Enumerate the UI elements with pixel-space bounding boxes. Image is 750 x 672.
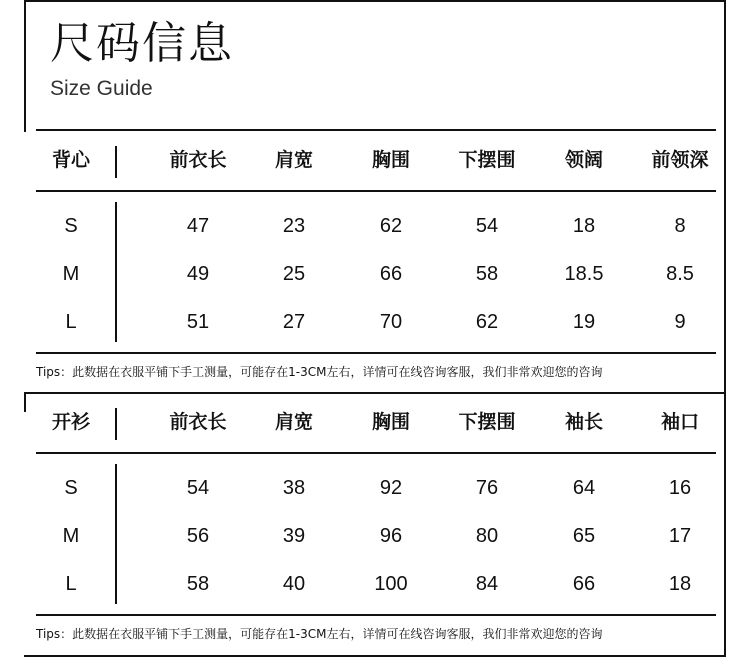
table-cell: 76 (475, 477, 499, 499)
table-cell: 92 (379, 477, 403, 499)
table-cell: 40 (282, 573, 306, 595)
size-label: M (62, 263, 80, 285)
table2-header-cell: 前衣长 (169, 411, 227, 433)
table1-header-divider (115, 146, 117, 178)
table-cell: 49 (186, 263, 210, 285)
table-cell: 66 (572, 573, 596, 595)
table2-header-divider (115, 408, 117, 440)
size-label: S (64, 215, 78, 237)
table-cell: 84 (475, 573, 499, 595)
table-cell: 62 (475, 311, 499, 333)
table1-header-cell: 领阔 (564, 149, 603, 171)
table-cell: 23 (282, 215, 306, 237)
table-cell: 70 (379, 311, 403, 333)
frame-divider (24, 392, 724, 394)
table2-bottom-rule (36, 614, 716, 616)
table-cell: 100 (374, 573, 408, 595)
table-cell: 47 (186, 215, 210, 237)
table-cell: 17 (668, 525, 692, 547)
table1-top-rule (36, 129, 716, 131)
frame-left-top (24, 0, 26, 132)
size-label: M (62, 525, 80, 547)
title-block (50, 18, 234, 102)
table-cell: 96 (379, 525, 403, 547)
table-cell: 56 (186, 525, 210, 547)
table-cell: 54 (186, 477, 210, 499)
table1-header-cell: 胸围 (371, 149, 410, 171)
table-cell: 38 (282, 477, 306, 499)
table-cell: 62 (379, 215, 403, 237)
table-cell: 51 (186, 311, 210, 333)
table1-header-cell: 下摆围 (458, 149, 516, 171)
table-cell: 16 (668, 477, 692, 499)
table2-body-divider (115, 464, 117, 604)
table-cell: 18.5 (564, 263, 604, 285)
size-label: L (65, 311, 77, 333)
frame-left-bottom (24, 392, 26, 412)
table1-body-divider (115, 202, 117, 342)
table1-header-rule (36, 190, 716, 192)
table2-header-cell: 胸围 (371, 411, 410, 433)
table-cell: 8 (674, 215, 686, 237)
table-cell: 27 (282, 311, 306, 333)
page-subtitle: Size Guide (50, 77, 153, 100)
table-cell: 39 (282, 525, 306, 547)
table2-header-cell: 肩宽 (274, 411, 313, 433)
table1-tips: Tips：此数据在衣服平铺下手工测量，可能存在1-3CM左右，详情可在线咨询客服，我们非常欢迎您的咨询 (36, 365, 603, 379)
table-cell: 18 (572, 215, 596, 237)
table-cell: 9 (674, 311, 686, 333)
frame-right (724, 0, 726, 656)
table2-header-rule (36, 452, 716, 454)
table-cell: 25 (282, 263, 306, 285)
table-cell: 65 (572, 525, 596, 547)
table-cell: 58 (475, 263, 499, 285)
table-cell: 19 (572, 311, 596, 333)
table-cell: 58 (186, 573, 210, 595)
table-cell: 8.5 (666, 263, 694, 285)
table2-header-cell: 下摆围 (458, 411, 516, 433)
table1-header-cell: 前衣长 (169, 149, 227, 171)
table2-header-cell: 袖长 (564, 411, 603, 433)
page-title: 尺码信息 (50, 18, 234, 69)
table2-tips: Tips：此数据在衣服平铺下手工测量，可能存在1-3CM左右，详情可在线咨询客服，我们非常欢迎您的咨询 (36, 627, 603, 641)
frame-top (24, 0, 724, 2)
table-cell: 54 (475, 215, 499, 237)
table1-header-cell: 前领深 (651, 149, 709, 171)
table-cell: 18 (668, 573, 692, 595)
size-label: L (65, 573, 77, 595)
table2-header-cell: 开衫 (51, 411, 90, 433)
size-label: S (64, 477, 78, 499)
frame-bottom (24, 655, 726, 657)
table1-header-cell: 肩宽 (274, 149, 313, 171)
table2-header-cell: 袖口 (660, 411, 699, 433)
table1-bottom-rule (36, 352, 716, 354)
table-cell: 66 (379, 263, 403, 285)
table-cell: 80 (475, 525, 499, 547)
table-cell: 64 (572, 477, 596, 499)
table1-header-cell: 背心 (51, 149, 90, 171)
